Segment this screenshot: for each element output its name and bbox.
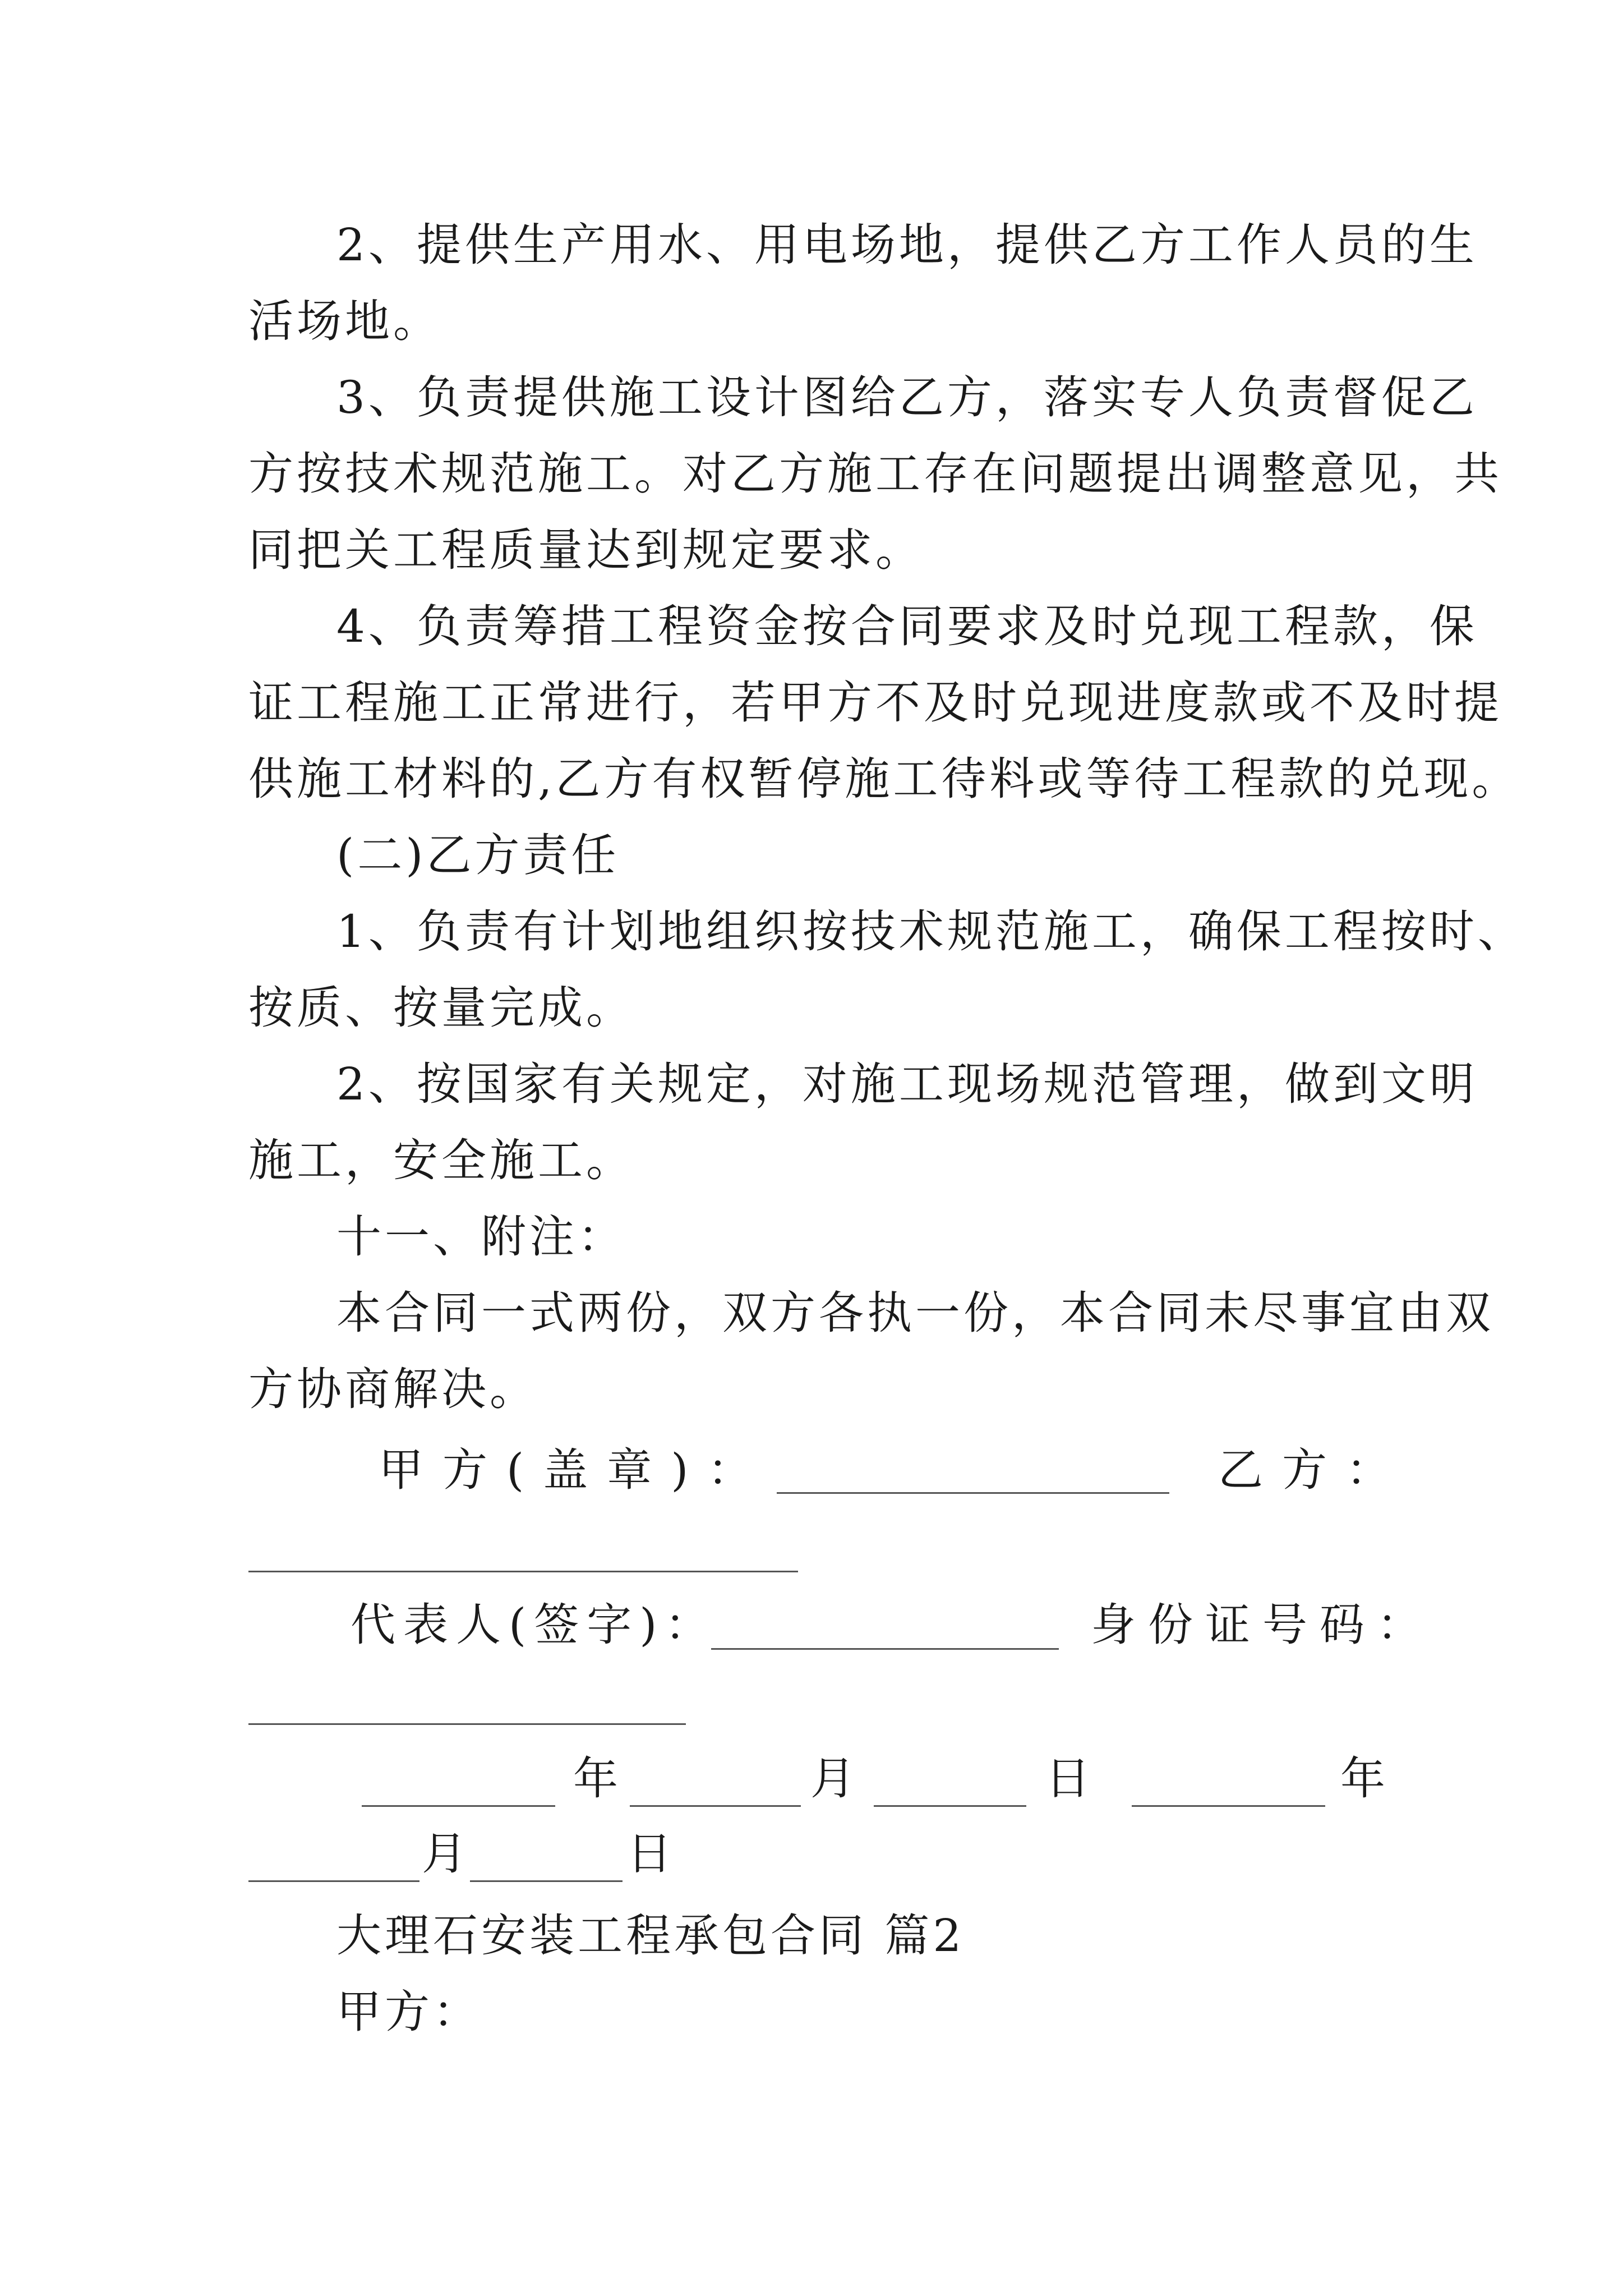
paragraph-line: 本合同一式两份，双方各执一份，本合同未尽事宜由双 [336, 1287, 1494, 1339]
paragraph-line: 1、负责有计划地组织按技术规范施工，确保工程按时、 [336, 905, 1526, 958]
paragraph-line: 按质、按量完成。 [248, 982, 634, 1034]
id-number-blank [248, 1723, 686, 1725]
date-month-blank-a [630, 1805, 801, 1807]
next-contract-title: 大理石安装工程承包合同 篇2 [336, 1910, 965, 1962]
date-year-label-a: 年 [573, 1752, 618, 1805]
next-contract-party-a-label: 甲方： [336, 1986, 481, 2038]
paragraph-line: 活场地。 [248, 295, 441, 347]
representative-signature-blank [711, 1648, 1059, 1650]
date-day-label-b: 日 [627, 1828, 672, 1880]
date-month-label-b: 月 [422, 1828, 467, 1880]
id-number-label: 身份证号码： [1091, 1599, 1434, 1651]
party-a-signature-blank [777, 1492, 1169, 1494]
date-year-label-b: 年 [1340, 1752, 1385, 1805]
paragraph-line: 方按技术规范施工。对乙方施工存在问题提出调整意见，共 [248, 448, 1502, 500]
paragraph-line: 证工程施工正常进行，若甲方不及时兑现进度款或不及时提 [248, 677, 1502, 729]
party-b-label: 乙方： [1218, 1444, 1410, 1496]
paragraph-line: 方协商解决。 [248, 1363, 538, 1415]
paragraph-line: 供施工材料的,乙方有权暂停施工待料或等待工程款的兑现。 [248, 753, 1520, 805]
representative-label: 代表人(签字)： [351, 1599, 718, 1651]
paragraph-line: 同把关工程质量达到规定要求。 [248, 524, 924, 576]
paragraph-line: 3、负责提供施工设计图给乙方，落实专人负责督促乙 [336, 371, 1478, 424]
article-heading: 十一、附注： [336, 1211, 626, 1263]
party-a-seal-label: 甲方(盖章)： [379, 1444, 772, 1496]
paragraph-line: 2、按国家有关规定，对施工现场规范管理，做到文明 [336, 1058, 1478, 1110]
section-heading: (二)乙方责任 [336, 829, 620, 881]
date-day-blank-a [874, 1805, 1026, 1807]
date-year-blank-b [1132, 1805, 1325, 1807]
paragraph-line: 2、提供生产用水、用电场地，提供乙方工作人员的生 [336, 219, 1478, 271]
date-day-label-a: 日 [1045, 1752, 1090, 1805]
paragraph-line: 4、负责筹措工程资金按合同要求及时兑现工程款，保 [336, 600, 1478, 652]
paragraph-line: 施工，安全施工。 [248, 1134, 634, 1186]
date-month-blank-b [248, 1880, 419, 1882]
date-month-label-a: 月 [810, 1752, 855, 1805]
party-b-signature-blank [248, 1571, 798, 1572]
date-year-blank-a [362, 1805, 555, 1807]
date-day-blank-b [470, 1880, 623, 1882]
